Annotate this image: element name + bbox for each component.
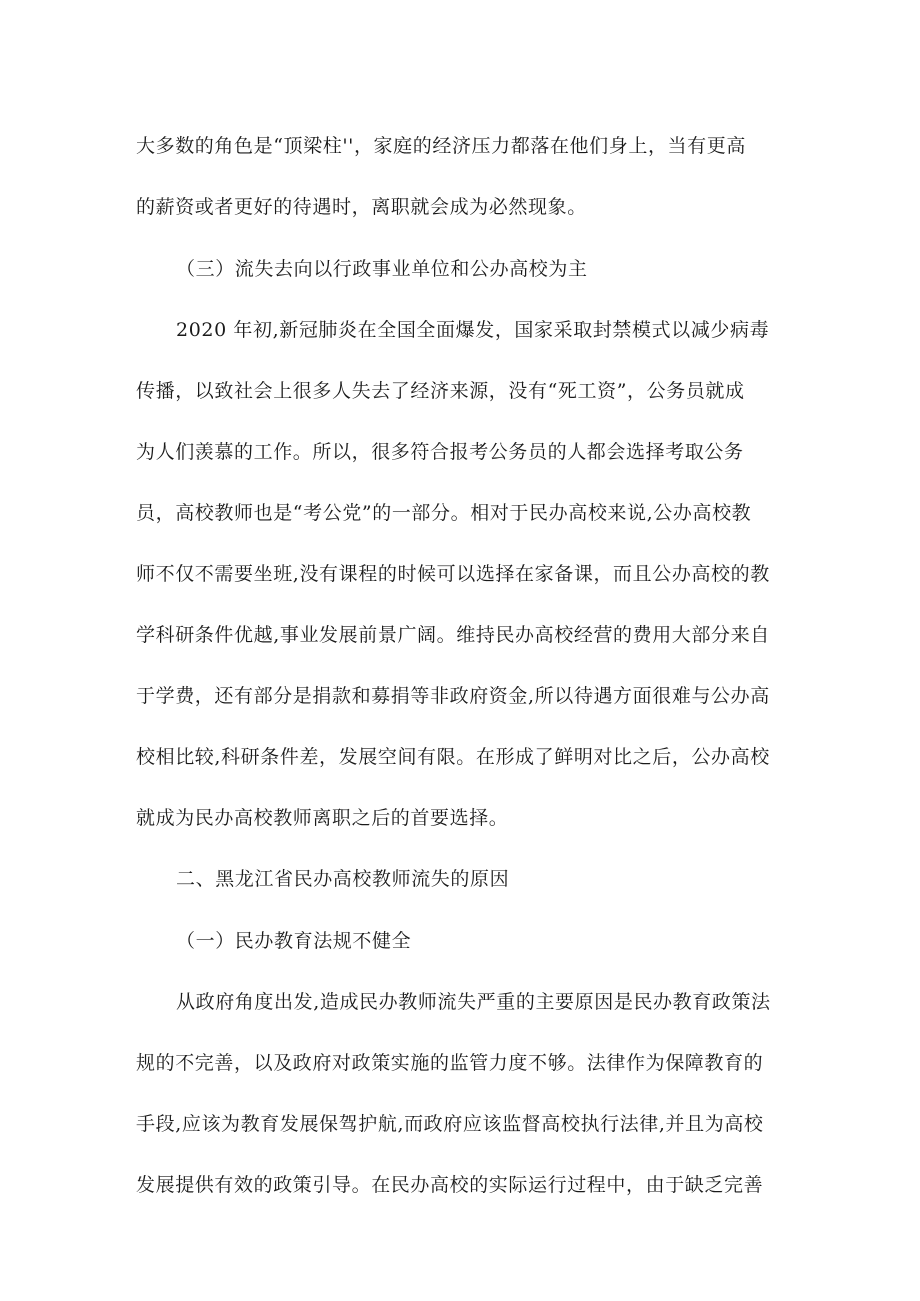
paragraph-line: 发展提供有效的政策引导。在民办高校的实际运行过程中，由于缺乏完善	[136, 1174, 764, 1196]
paragraph-line: 手段,应该为教育发展保驾护航,而政府应该监督高校执行法律,并且为高校	[136, 1113, 764, 1135]
section-heading: （一）民办教育法规不健全	[176, 930, 412, 952]
paragraph-line: 2020 年初,新冠肺炎在全国全面爆发，国家采取封禁模式以减少病毒	[176, 319, 770, 341]
paragraph-line: 传播，以致社会上很多人失去了经济来源，没有“死工资”，公务员就成	[136, 380, 745, 402]
section-heading: （三）流失去向以行政事业单位和公办高校为主	[176, 258, 588, 280]
paragraph-line: 就成为民办高校教师离职之后的首要选择。	[136, 807, 509, 829]
paragraph-line: 从政府角度出发,造成民办教师流失严重的主要原因是民办教育政策法	[176, 991, 771, 1013]
chapter-heading: 二、黑龙江省民办高校教师流失的原因	[176, 868, 510, 890]
paragraph-line: 的薪资或者更好的待遇时，离职就会成为必然现象。	[136, 196, 587, 218]
paragraph-line: 规的不完善，以及政府对政策实施的监管力度不够。法律作为保障教育的	[136, 1052, 764, 1074]
paragraph-line: 学科研条件优越,事业发展前景广阔。维持民办高校经营的费用大部分来自	[136, 624, 770, 646]
paragraph-line: 校相比较,科研条件差，发展空间有限。在形成了鲜明对比之后，公办高校	[136, 746, 770, 768]
paragraph-line: 于学费，还有部分是捐款和募捐等非政府资金,所以待遇方面很难与公办高	[136, 685, 770, 707]
paragraph-line: 员，高校教师也是“考公党”的一部分。相对于民办高校来说,公办高校教	[136, 502, 752, 524]
paragraph-line: 师不仅不需要坐班,没有课程的时候可以选择在家备课，而且公办高校的教	[136, 563, 770, 585]
paragraph-line: 大多数的角色是“顶梁柱''，家庭的经济压力都落在他们身上，当有更高	[136, 135, 746, 157]
paragraph-line: 为人们羡慕的工作。所以，很多符合报考公务员的人都会选择考取公务	[136, 441, 744, 463]
